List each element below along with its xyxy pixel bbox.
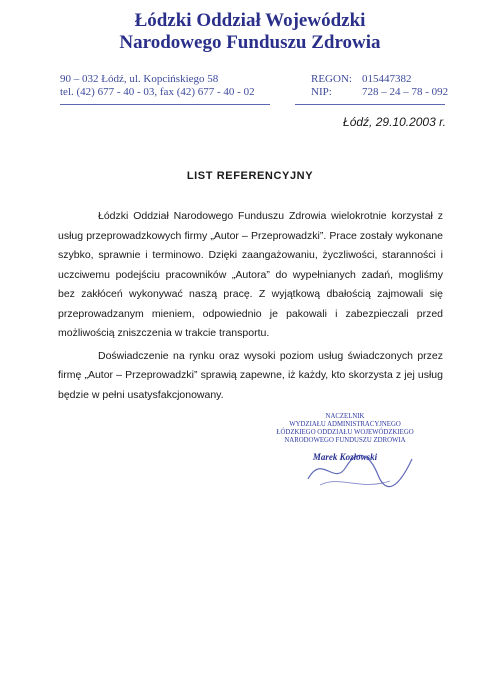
contact-address-block bbox=[60, 73, 280, 99]
regon-row bbox=[311, 73, 461, 86]
stamp-line-4: NARODOWEGO FUNDUSZU ZDROWIA bbox=[284, 437, 406, 444]
organization-title bbox=[0, 10, 500, 54]
nip-label: NIP: bbox=[311, 86, 332, 98]
letter-body bbox=[58, 207, 443, 408]
signature-name: Marek Kozłowski bbox=[312, 452, 378, 462]
body-paragraph-1: Łódzki Oddział Narodowego Funduszu Zdrowia wielokrotnie korzystał z usług przeprowadzkowych firmy „Autor – Przeprowadzki”. Prace zostały wykonane szybko, sprawnie i terminowo. Dzięki zaangażowaniu, życzliwości, staranności i uczciwemu podejściu pracowników „Autora” do wypełnianych zadań, mogliśmy bez zakłóceń wykonywać naszą pracę. Z wyjątkową dbałością zajmowali się przeprowadzanym mieniem, odpowiednio je pakowali i zabezpieczali przed możliwością zniszczenia w trakcie transportu. bbox=[58, 210, 443, 339]
nip-value: 728 – 24 – 78 - 092 bbox=[362, 86, 449, 98]
header-divider-left bbox=[60, 104, 270, 105]
org-title-line-1: Łódzki Oddział Wojewódzki bbox=[134, 10, 366, 31]
signature-scribble-icon bbox=[300, 445, 420, 495]
letter-date: Łódź, 29.10.2003 r. bbox=[343, 115, 446, 129]
body-paragraph-2: Doświadczenie na rynku oraz wysoki poziom usług świadczonych przez firmę „Autor – Przeprowadzki” sprawią zapewne, iż każdy, kto skorzysta z jej usług będzie w pełni usatysfakcjonowany. bbox=[58, 349, 443, 401]
stamp-line-2: WYDZIAŁU ADMINISTRACYJNEGO bbox=[289, 421, 401, 428]
registry-numbers-block bbox=[311, 73, 461, 99]
regon-value: 015447382 bbox=[362, 73, 412, 85]
phone-fax-line: tel. (42) 677 - 40 - 03, fax (42) 677 - 40 - 02 bbox=[60, 86, 255, 98]
address-line: 90 – 032 Łódź, ul. Kopcińskiego 58 bbox=[60, 73, 219, 85]
stamp-line-1: NACZELNIK bbox=[325, 413, 365, 420]
stamp-line-3: ŁÓDZKIEGO ODDZIAŁU WOJEWÓDZKIEGO bbox=[276, 429, 414, 436]
regon-label: REGON: bbox=[311, 73, 352, 85]
header-divider-right bbox=[295, 104, 445, 105]
nip-row bbox=[311, 86, 461, 99]
org-title-line-2: Narodowego Funduszu Zdrowia bbox=[119, 32, 381, 53]
document-heading: LIST REFERENCYJNY bbox=[186, 170, 314, 182]
